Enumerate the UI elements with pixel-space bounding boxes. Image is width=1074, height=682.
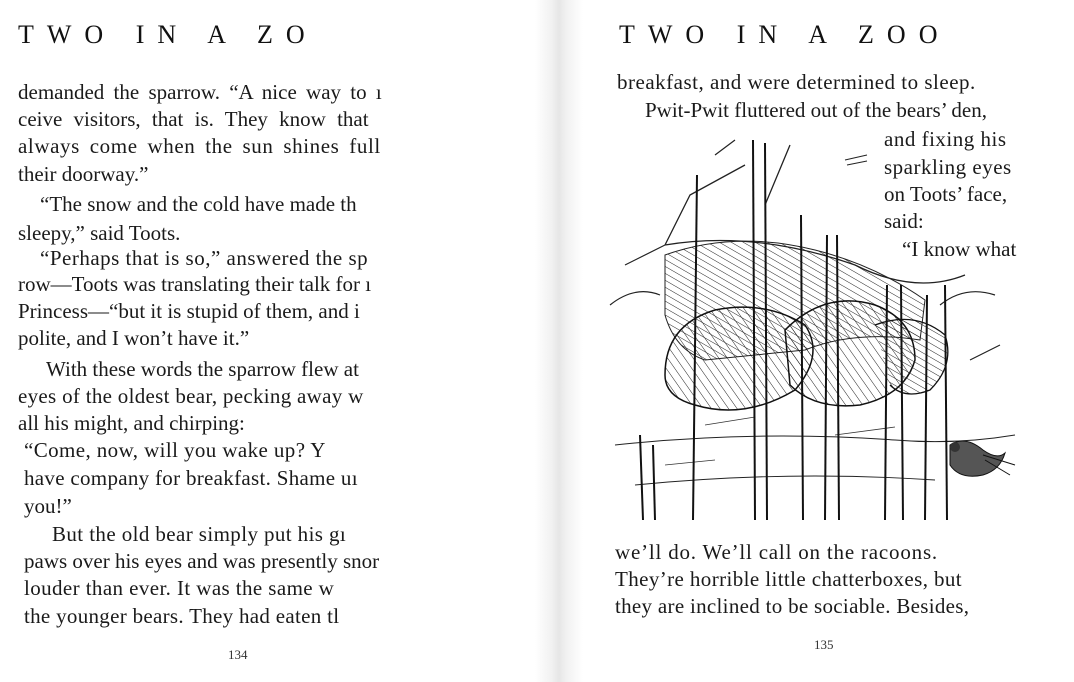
text-line: With these words the sparrow flew at	[46, 357, 359, 381]
text-line: But the old bear simply put his gı	[52, 522, 347, 546]
text-line: and fixing his	[884, 127, 1007, 151]
text-line: eyes of the oldest bear, pecking away w	[18, 384, 364, 408]
text-line: Pwit-Pwit fluttered out of the bears’ den,	[645, 98, 987, 122]
text-line: paws over his eyes and was presently snor	[24, 549, 380, 573]
text-line: always come when the sun shines full	[18, 134, 381, 158]
text-line: all his might, and chirping:	[18, 411, 245, 435]
text-line: their doorway.”	[18, 162, 149, 186]
left-page	[0, 0, 415, 682]
page-number: 135	[814, 637, 834, 652]
text-line: we’ll do. We’ll call on the racoons.	[615, 540, 938, 564]
text-line: demanded the sparrow. “A nice way to ı	[18, 80, 382, 104]
text-line: They’re horrible little chatterboxes, but	[615, 567, 963, 591]
sparrow-figure	[950, 441, 1015, 476]
text-line: they are inclined to be sociable. Besides,	[615, 594, 970, 618]
text-line: “The snow and the cold have made th	[40, 192, 357, 216]
text-line: “I know what	[902, 237, 1017, 261]
text-line: on Toots’ face,	[884, 182, 1008, 206]
text-line: louder than ever. It was the same w	[24, 576, 335, 600]
bear-cage-illustration	[605, 135, 1035, 525]
text-line: row—Toots was translating their talk for ı	[18, 272, 372, 296]
text-line: said:	[884, 209, 924, 233]
text-line: Princess—“but it is stupid of them, and i	[18, 299, 360, 323]
page-number: 134	[228, 647, 248, 662]
book-gutter	[535, 0, 583, 682]
text-line: ceive visitors, that is. They know that	[18, 107, 369, 131]
text-line: you!”	[24, 494, 72, 518]
running-header: TWO IN A ZO	[18, 20, 318, 49]
text-line: “Come, now, will you wake up? Y	[24, 438, 326, 462]
text-line: polite, and I won’t have it.”	[18, 326, 250, 350]
text-line: “Perhaps that is so,” answered the sp	[40, 246, 369, 270]
text-line: breakfast, and were determined to sleep.	[617, 70, 976, 94]
text-line: the younger bears. They had eaten tl	[24, 604, 340, 628]
right-page	[583, 0, 1074, 682]
running-header: TWO IN A ZOO	[619, 20, 951, 49]
text-line: have company for breakfast. Shame uı	[24, 466, 358, 490]
text-line: sparkling eyes	[884, 155, 1012, 179]
text-line: sleepy,” said Toots.	[18, 221, 181, 245]
